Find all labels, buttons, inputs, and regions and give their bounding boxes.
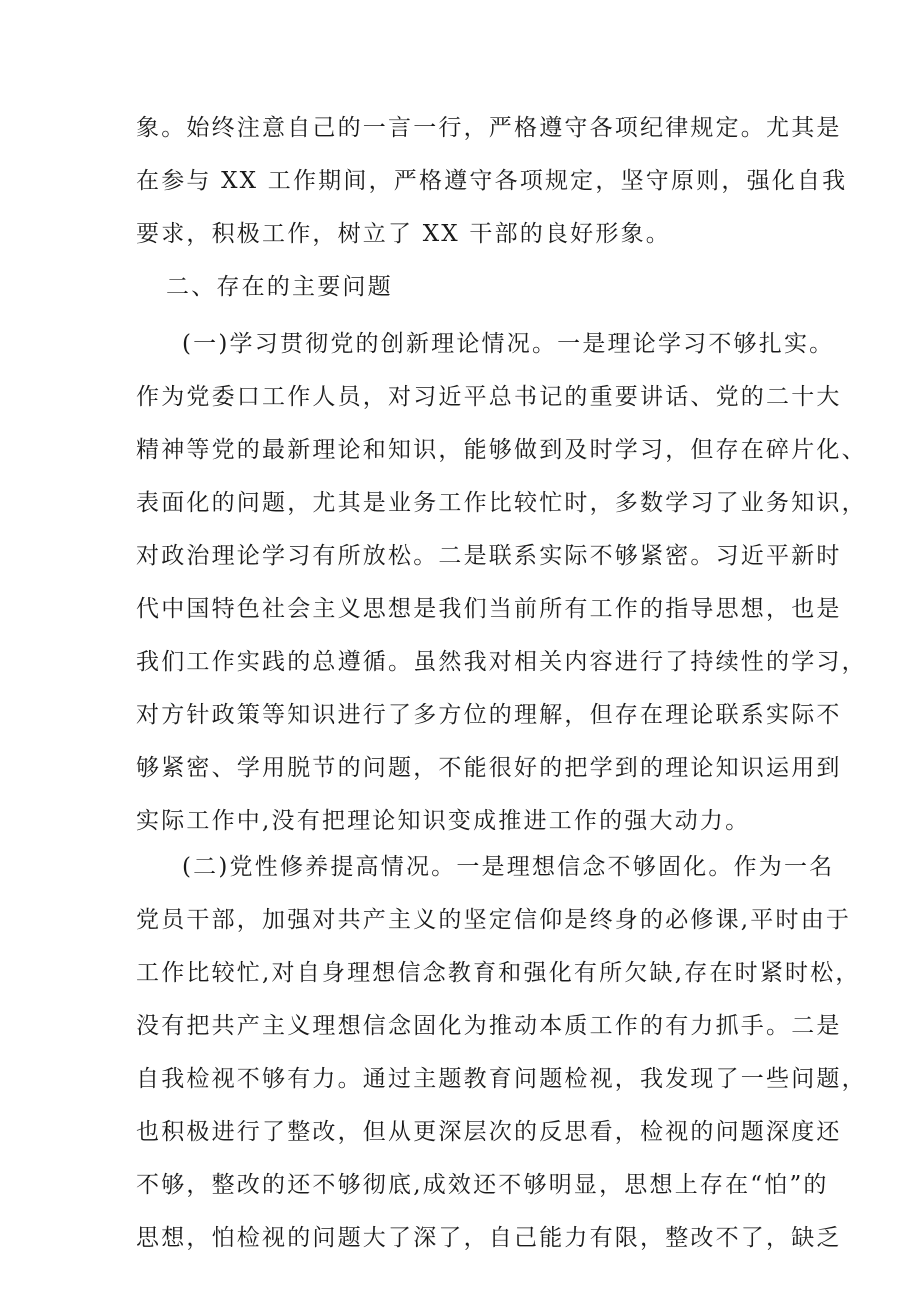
text-line: 也积极进行了整改，但从更深层次的反思看，检视的问题深度还 xyxy=(136,1119,842,1145)
text-line: 工作比较忙,对自身理想信念教育和强化有所欠缺,存在时紧时松， xyxy=(136,960,861,986)
text-line: 党员干部，加强对共产主义的坚定信仰是终身的必修课,平时由于 xyxy=(136,907,852,933)
text-line: 要求，积极工作，树立了 XX 干部的良好形象。 xyxy=(136,221,671,247)
text-line: 在参与 XX 工作期间，严格遵守各项规定，坚守原则，强化自我 xyxy=(136,168,848,194)
paragraph-two xyxy=(136,841,867,1265)
text-line: (一)学习贯彻党的创新理论情况。一是理论学习不够扎实。 xyxy=(182,331,835,357)
text-line: 我们工作实践的总遵循。虽然我对相关内容进行了持续性的学习， xyxy=(136,649,867,675)
text-line: 精神等党的最新理论和知识，能够做到及时学习，但存在碎片化、 xyxy=(136,437,867,463)
text-line: 实际工作中,没有把理论知识变成推进工作的强大动力。 xyxy=(136,808,751,834)
paragraph-intro-end xyxy=(136,102,848,261)
text-line: 自我检视不够有力。通过主题教育问题检视，我发现了一些问题， xyxy=(136,1066,867,1092)
text-line: 代中国特色社会主义思想是我们当前所有工作的指导思想，也是 xyxy=(136,596,842,622)
text-line: 对方针政策等知识进行了多方位的理解，但存在理论联系实际不 xyxy=(136,702,842,728)
text-line: 够紧密、学用脱节的问题，不能很好的把学到的理论知识运用到 xyxy=(136,755,842,781)
text-line: 对政治理论学习有所放松。二是联系实际不够紧密。习近平新时 xyxy=(136,543,842,569)
paragraph-one xyxy=(136,318,867,848)
text-line: 表面化的问题，尤其是业务工作比较忙时，多数学习了业务知识， xyxy=(136,490,867,516)
text-line: 象。始终注意自己的一言一行，严格遵守各项纪律规定。尤其是 xyxy=(136,115,842,141)
text-line: (二)党性修养提高情况。一是理想信念不够固化。作为一名 xyxy=(182,854,835,880)
text-line: 思想，怕检视的问题大了深了，自己能力有限，整改不了，缺乏 xyxy=(136,1225,842,1251)
section-heading: 二、存在的主要问题 xyxy=(166,274,393,300)
text-line: 不够，整改的还不够彻底,成效还不够明显，思想上存在“怕”的 xyxy=(136,1172,829,1198)
text-line: 作为党委口工作人员，对习近平总书记的重要讲话、党的二十大 xyxy=(136,384,842,410)
text-line: 没有把共产主义理想信念固化为推动本质工作的有力抓手。二是 xyxy=(136,1013,842,1039)
